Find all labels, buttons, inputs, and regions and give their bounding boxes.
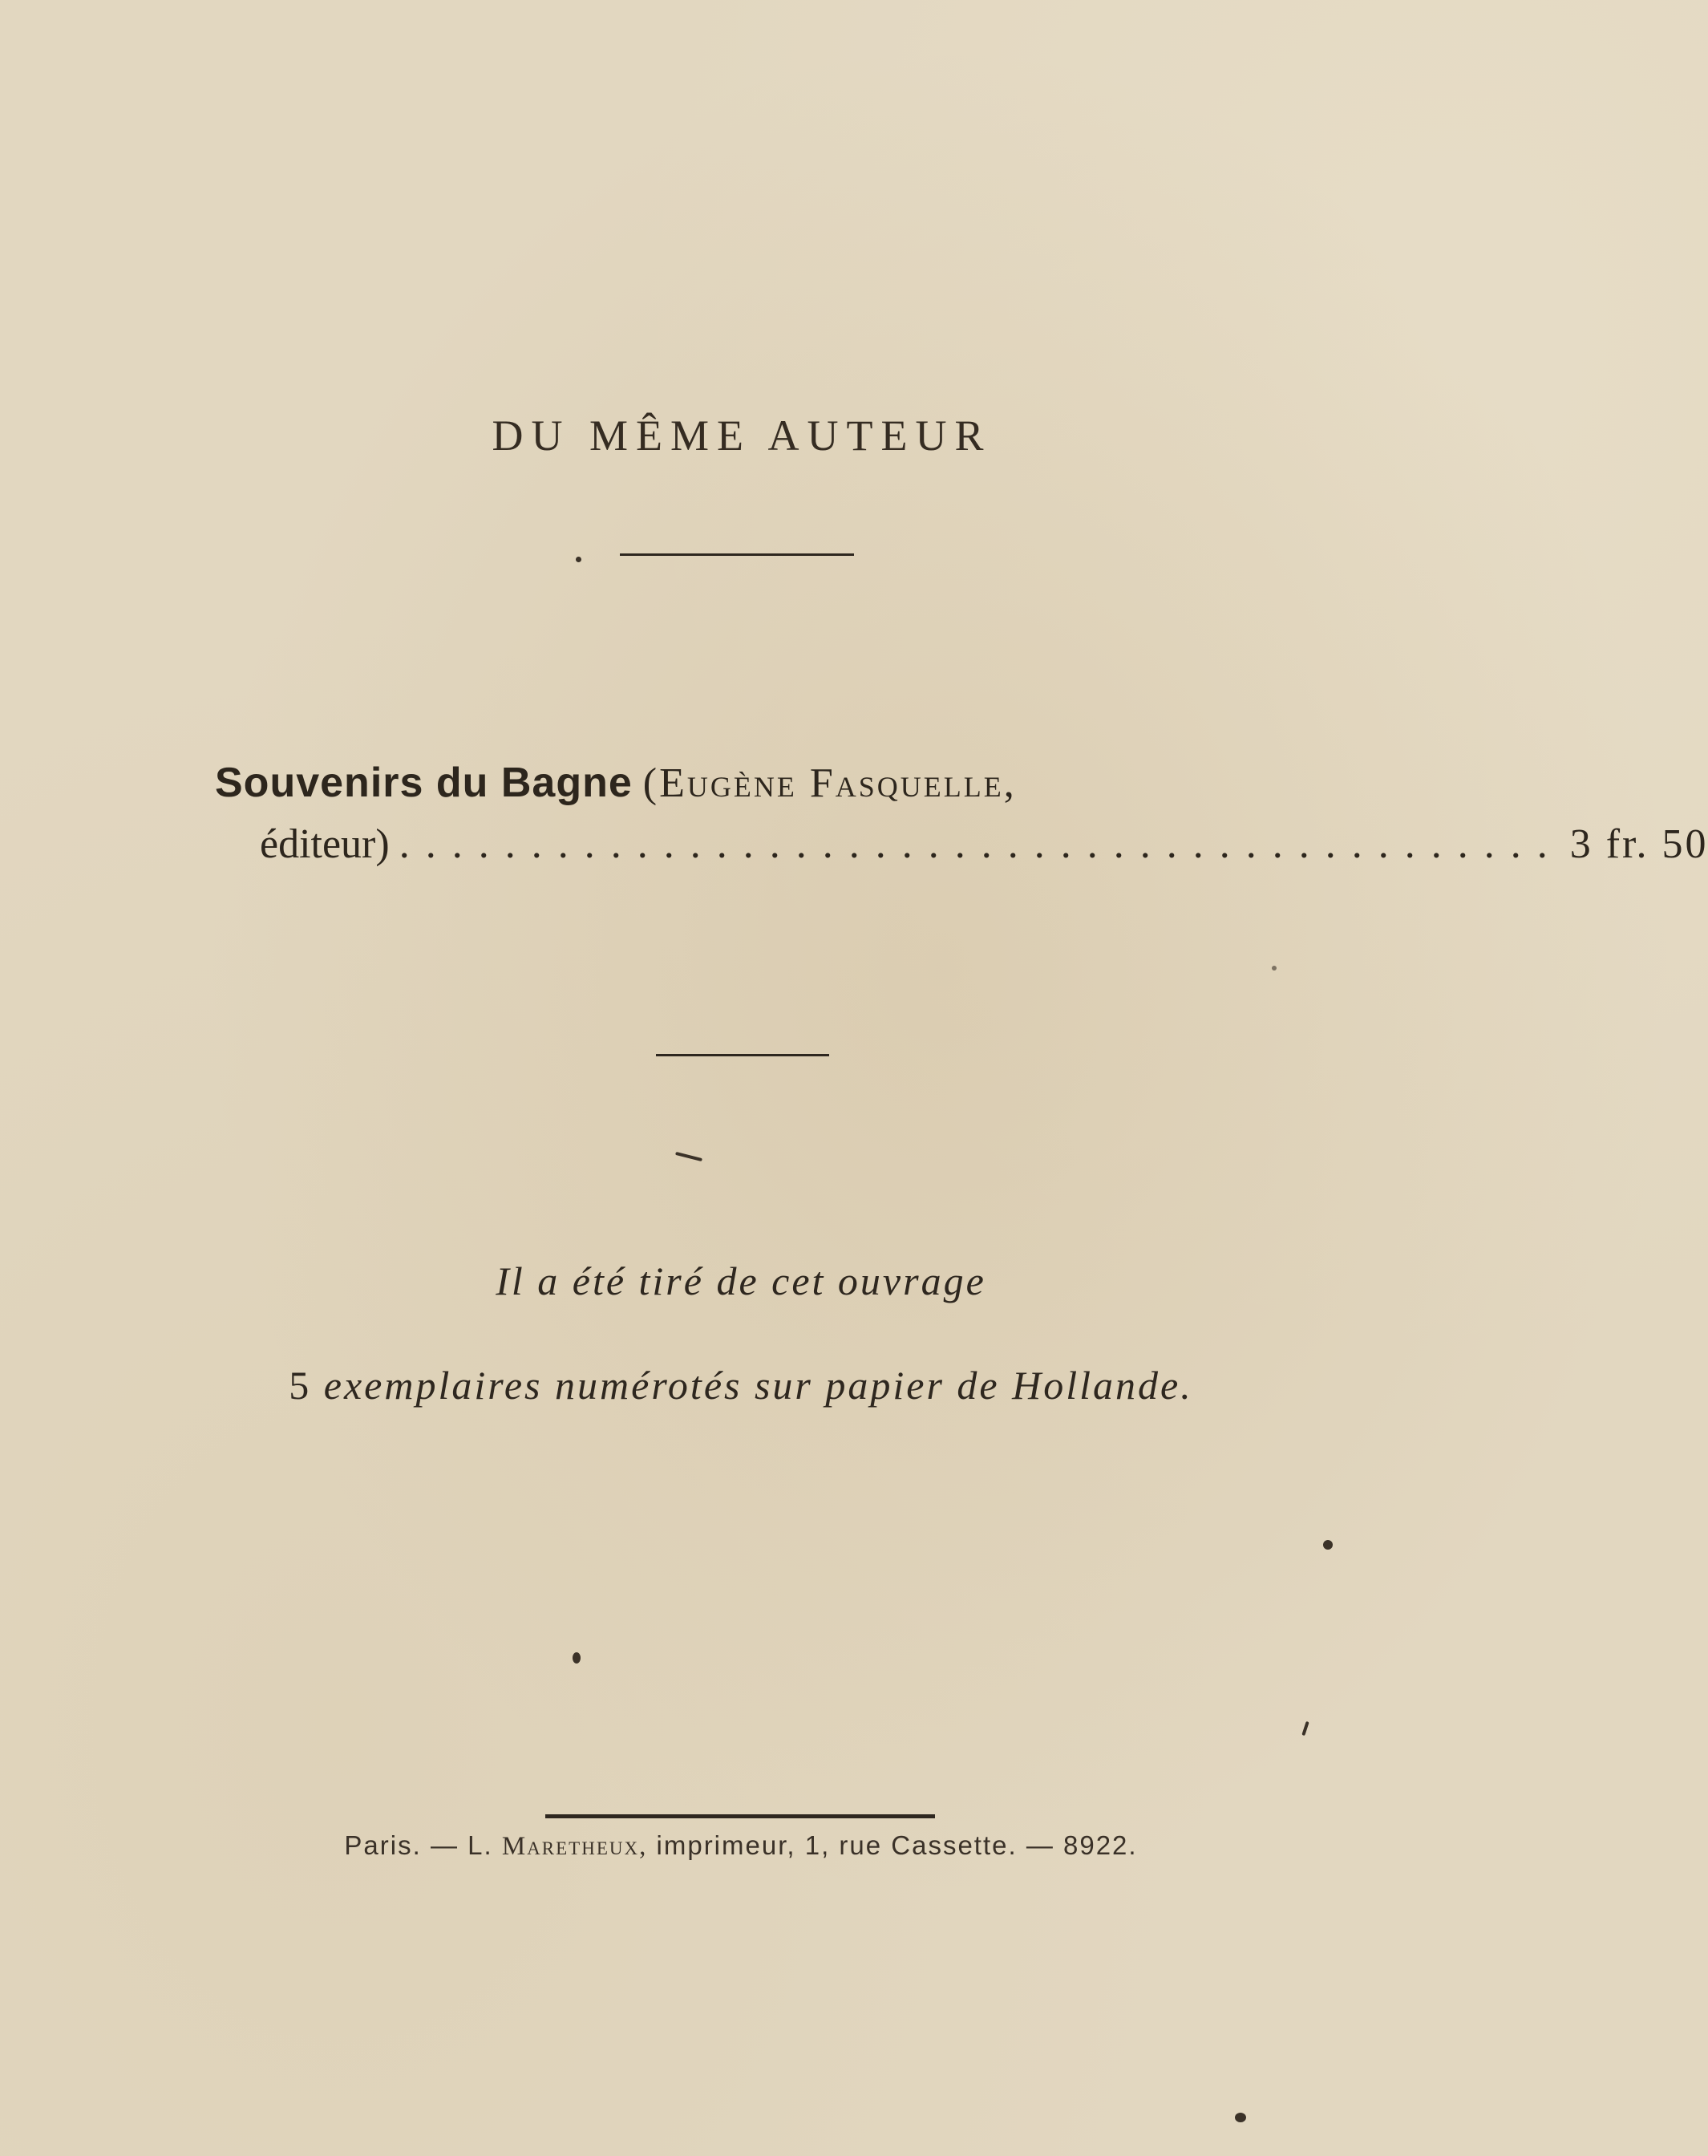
imprint-city: Paris. — L.	[344, 1830, 493, 1860]
paper-speck	[675, 1152, 702, 1161]
paper-speck	[1235, 2113, 1246, 2122]
paper-speck	[573, 1652, 581, 1664]
printer-imprint	[0, 1830, 1482, 1862]
dot-leader: ............................................	[399, 821, 1564, 867]
book-price: 3 fr. 50	[1569, 821, 1708, 867]
edition-note-line-1: Il a été tiré de cet ouvrage	[496, 1258, 986, 1303]
page-heading: DU MÊME AUTEUR	[492, 411, 992, 460]
imprint-printer: Maretheux,	[501, 1832, 648, 1861]
book-title: Souvenirs du Bagne	[215, 760, 633, 806]
edition-note-line-2	[0, 1362, 1482, 1408]
book-publisher-role: éditeur)	[260, 821, 390, 867]
imprint-rule	[545, 1814, 935, 1818]
book-line-2	[215, 814, 1708, 875]
paper-speck	[1323, 1540, 1333, 1550]
divider-rule	[656, 1054, 829, 1056]
book-publisher: (Eugène Fasquelle,	[642, 760, 1017, 806]
paper-speck	[1301, 1721, 1309, 1736]
book-line-1	[215, 752, 1273, 814]
copies-description: exemplaires numérotés sur papier de Hollande.	[323, 1363, 1193, 1408]
divider-rule	[620, 553, 854, 556]
imprint-details: imprimeur, 1, rue Cassette. — 8922.	[656, 1830, 1138, 1860]
paper-speck	[1272, 966, 1277, 971]
copies-count: 5	[289, 1363, 312, 1408]
book-listing	[215, 752, 1708, 875]
paper-speck	[576, 557, 581, 562]
